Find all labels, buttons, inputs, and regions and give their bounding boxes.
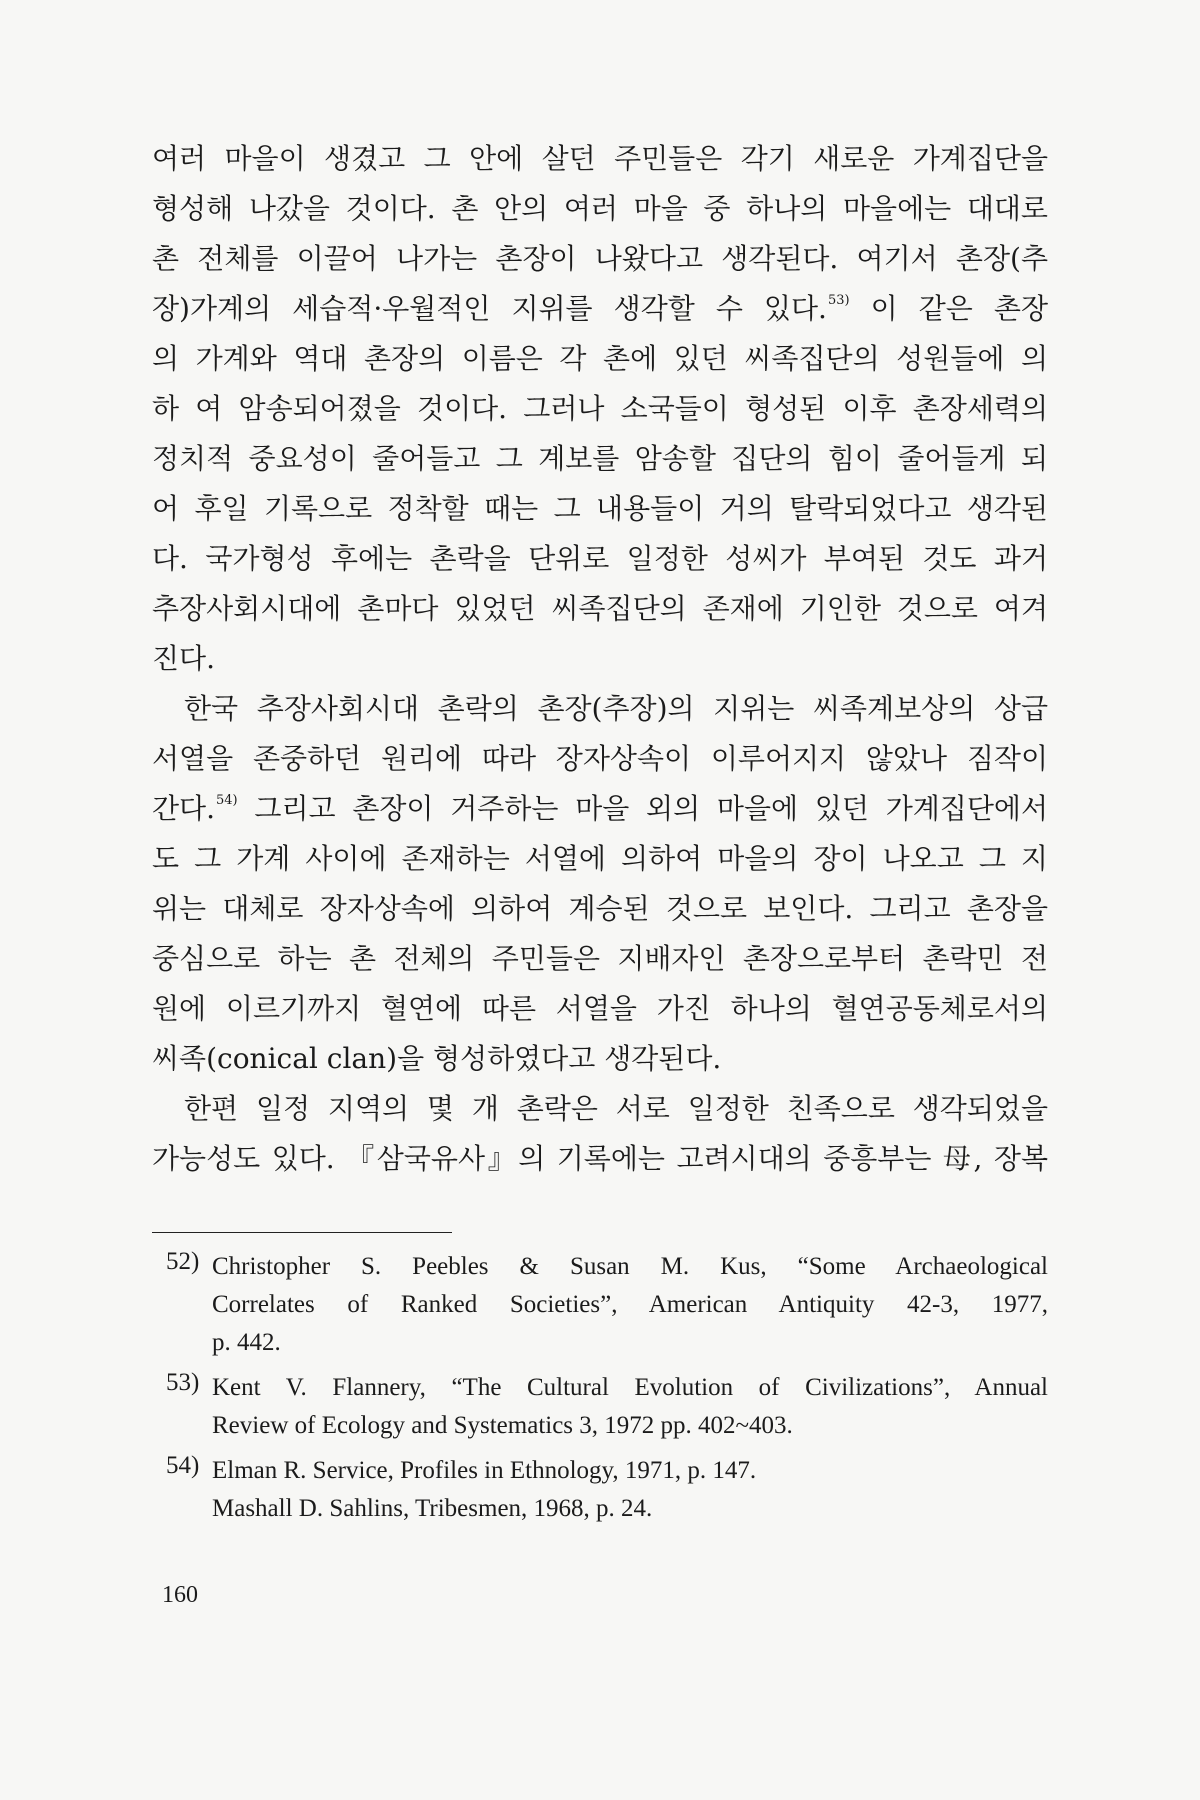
body-line: 의 가계와 역대 촌장의 이름은 각 촌에 있던 씨족집단의 성원들에 의 bbox=[152, 342, 1048, 375]
body-line: 한국 추장사회시대 촌락의 촌장(추장)의 지위는 씨족계보상의 상급 bbox=[184, 692, 1048, 725]
footnote-divider bbox=[152, 1232, 452, 1233]
body-text bbox=[152, 134, 1048, 1184]
body-line: 도 그 가계 사이에 존재하는 서열에 의하여 마을의 장이 나오고 그 지 bbox=[152, 842, 1048, 875]
body-line: 형성해 나갔을 것이다. 촌 안의 여러 마을 중 하나의 마을에는 대대로 bbox=[152, 192, 1048, 225]
body-line: 서열을 존중하던 원리에 따라 장자상속이 이루어지지 않았나 짐작이 bbox=[152, 742, 1048, 775]
body-line: 위는 대체로 장자상속에 의하여 계승된 것으로 보인다. 그리고 촌장을 bbox=[152, 892, 1048, 925]
footnotes bbox=[152, 1248, 1048, 1535]
footnote-line: Christopher S. Peebles & Susan M. Kus, “Some Archaeological bbox=[212, 1253, 1048, 1280]
body-line: 원에 이르기까지 혈연에 따른 서열을 가진 하나의 혈연공동체로서의 bbox=[152, 992, 1048, 1025]
body-line: 어 후일 기록으로 정착할 때는 그 내용들이 거의 탈락되었다고 생각된 bbox=[152, 492, 1048, 525]
body-line-continuation: 이 같은 촌장 bbox=[870, 292, 1048, 325]
body-line: 정치적 중요성이 줄어들고 그 계보를 암송할 집단의 힘이 줄어들게 되 bbox=[152, 442, 1048, 475]
footnote-line: p. 442. bbox=[212, 1329, 281, 1356]
body-line bbox=[152, 784, 1048, 834]
footnote-line: Kent V. Flannery, “The Cultural Evolution of Civilizations”, Annual bbox=[212, 1374, 1048, 1401]
footnote-54 bbox=[152, 1452, 1048, 1528]
body-line: 씨족(conical clan)을 형성하였다고 생각된다. bbox=[152, 1042, 722, 1075]
body-line: 다. 국가형성 후에는 촌락을 단위로 일정한 성씨가 부여된 것도 과거 bbox=[152, 542, 1048, 575]
footnote-ref-53[interactable]: 53) bbox=[827, 293, 850, 308]
footnote-line: Mashall D. Sahlins, Tribesmen, 1968, p. 24. bbox=[212, 1495, 653, 1522]
page-number: 160 bbox=[162, 1582, 198, 1608]
body-line: 한편 일정 지역의 몇 개 촌락은 서로 일정한 친족으로 생각되었을 bbox=[184, 1092, 1048, 1125]
footnote-ref-54[interactable]: 54) bbox=[216, 793, 238, 808]
body-line-text: 장)가계의 세습적·우월적인 지위를 생각할 수 있다. bbox=[152, 292, 827, 325]
body-line: 가능성도 있다. 『삼국유사』의 기록에는 고려시대의 중흥부는 母, 장복 bbox=[152, 1142, 1048, 1175]
body-line: 여러 마을이 생겼고 그 안에 살던 주민들은 각기 새로운 가계집단을 bbox=[152, 142, 1048, 175]
footnote-line: Elman R. Service, Profiles in Ethnology, 1971, p. 147. bbox=[212, 1457, 757, 1484]
footnote-line: Review of Ecology and Systematics 3, 1972 pp. 402~403. bbox=[212, 1412, 793, 1439]
body-line: 촌 전체를 이끌어 나가는 촌장이 나왔다고 생각된다. 여기서 촌장(추 bbox=[152, 242, 1048, 275]
body-line: 하 여 암송되어졌을 것이다. 그러나 소국들이 형성된 이후 촌장세력의 bbox=[152, 392, 1048, 425]
body-line: 진다. bbox=[152, 642, 215, 675]
footnote-line: Correlates of Ranked Societies”, American Antiquity 42-3, 1977, bbox=[212, 1291, 1048, 1318]
footnote-52 bbox=[152, 1248, 1048, 1362]
footnote-number: 53) bbox=[166, 1369, 200, 1396]
footnote-number: 54) bbox=[166, 1452, 200, 1479]
footnote-number: 52) bbox=[166, 1248, 200, 1275]
body-line-text: 간다. bbox=[152, 792, 215, 825]
body-line-continuation: 그리고 촌장이 거주하는 마을 외의 마을에 있던 가계집단에서 bbox=[254, 792, 1048, 825]
footnote-53 bbox=[152, 1369, 1048, 1445]
body-line bbox=[152, 284, 1048, 334]
body-line: 중심으로 하는 촌 전체의 주민들은 지배자인 촌장으로부터 촌락민 전 bbox=[152, 942, 1048, 975]
body-line: 추장사회시대에 촌마다 있었던 씨족집단의 존재에 기인한 것으로 여겨 bbox=[152, 592, 1048, 625]
